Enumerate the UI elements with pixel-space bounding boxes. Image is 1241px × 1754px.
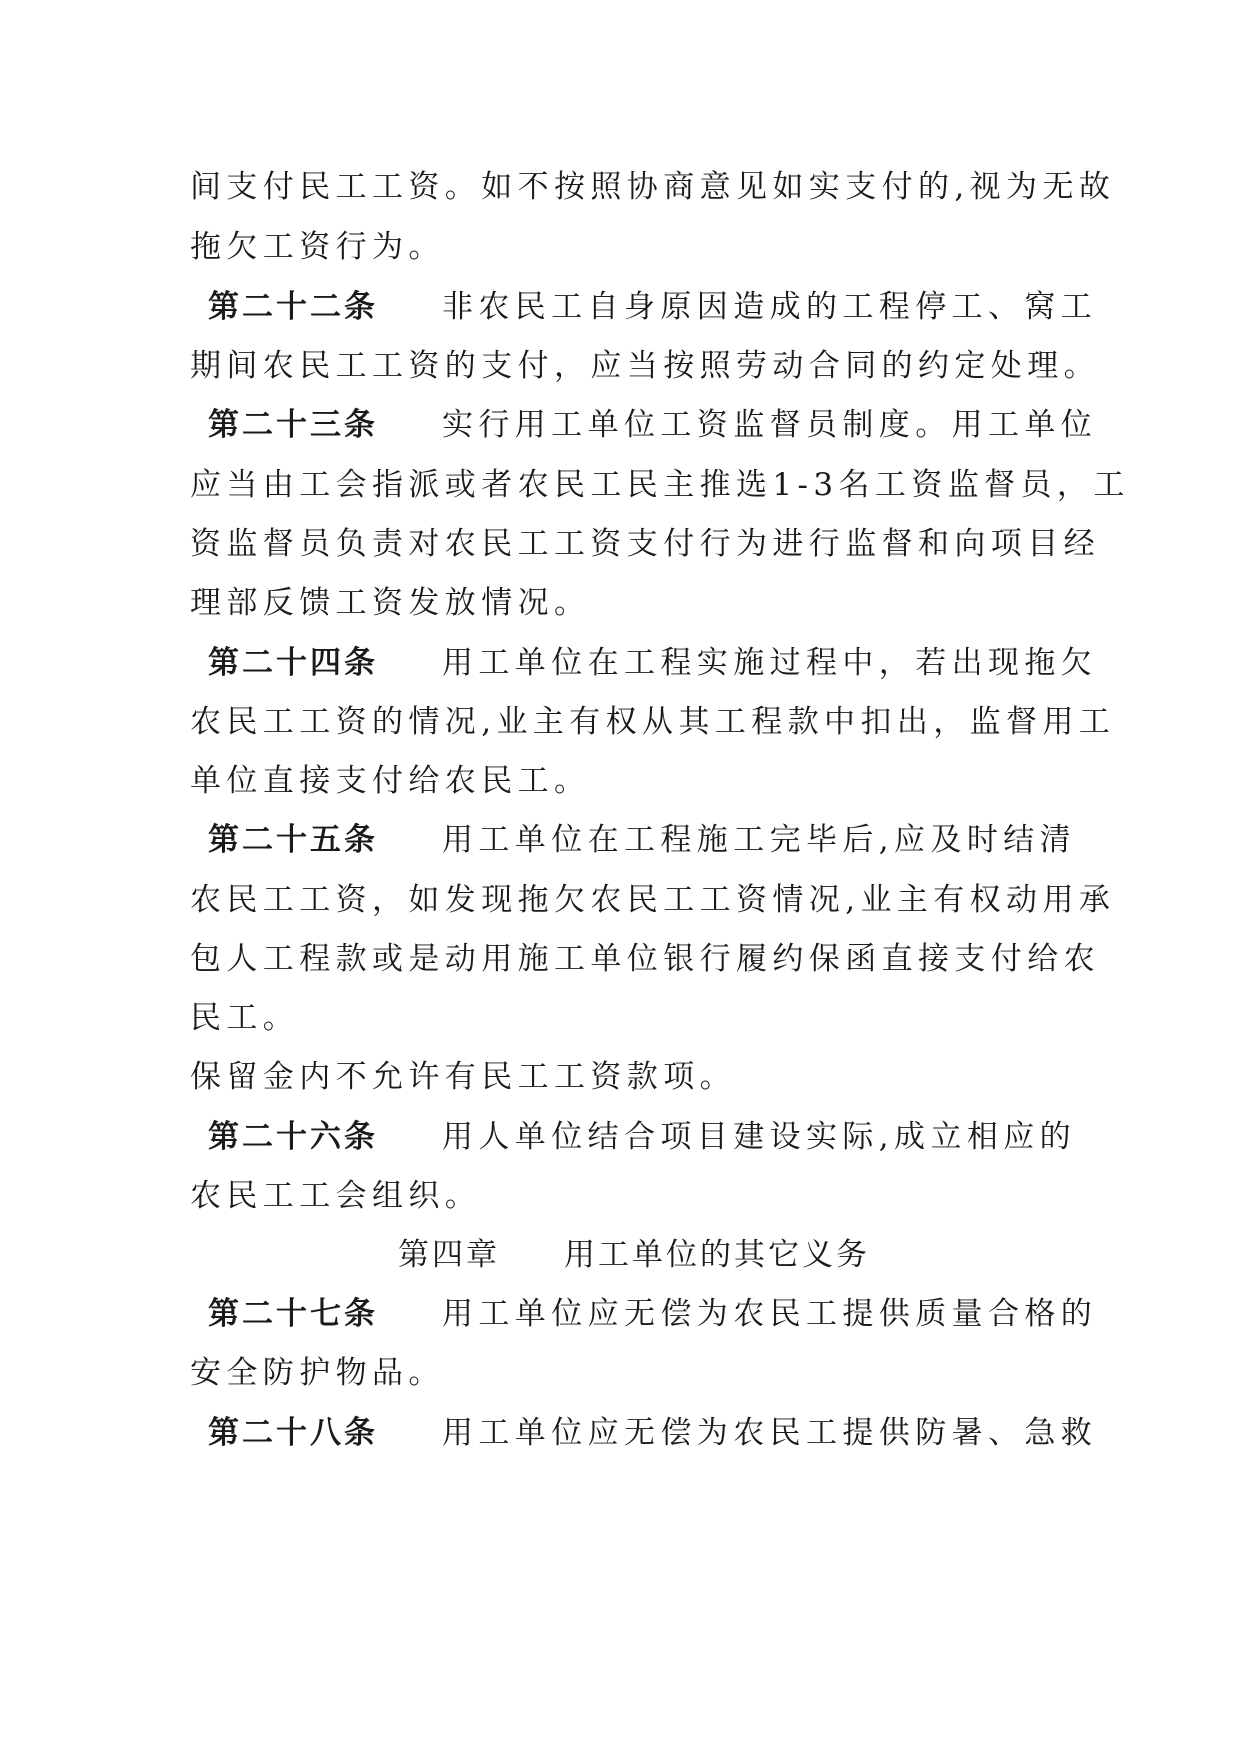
line-text: 资监督员负责对农民工工资支付行为进行监督和向项目经 — [190, 526, 1100, 562]
line-text: 用工单位在工程实施过程中，若出现拖欠 — [442, 645, 1098, 681]
line-text: 用工单位在工程施工完毕后,应及时结清 — [442, 822, 1077, 858]
line-text: 农民工工资的情况,业主有权从其工程款中扣出，监督用工 — [190, 704, 1116, 740]
article-22 — [190, 282, 1098, 332]
article-heading: 第二十八条 — [208, 1415, 378, 1451]
line-text: 间支付民工工资。如不按照协商意见如实支付的,视为无故 — [190, 169, 1116, 205]
text-line — [190, 697, 1116, 747]
article-23 — [190, 400, 1098, 450]
line-text: 拖欠工资行为。 — [190, 229, 445, 265]
line-text: 实行用工单位工资监督员制度。用工单位 — [442, 407, 1098, 443]
line-text: 期间农民工工资的支付，应当按照劳动合同的约定处理。 — [190, 348, 1100, 384]
article-28 — [190, 1408, 1098, 1458]
line-text: 农民工工会组织。 — [190, 1178, 482, 1214]
text-line — [190, 578, 1060, 628]
text-line — [190, 162, 1116, 212]
line-text: 用人单位结合项目建设实际,成立相应的 — [442, 1119, 1077, 1155]
line-text: 应当由工会指派或者农民工民主推选1-3名工资监督员，工 — [190, 467, 1130, 503]
line-text: 包人工程款或是动用施工单位银行履约保函直接支付给农 — [190, 941, 1100, 977]
line-text: 保留金内不允许有民工工资款项。 — [190, 1059, 736, 1095]
text-line — [190, 1348, 1060, 1398]
line-text: 理部反馈工资发放情况。 — [190, 585, 591, 621]
line-text: 非农民工自身原因造成的工程停工、窝工 — [442, 289, 1098, 325]
article-heading: 第二十四条 — [208, 645, 378, 681]
article-27 — [190, 1289, 1098, 1339]
text-line — [190, 222, 1060, 272]
chapter-title: 用工单位的其它义务 — [564, 1237, 870, 1273]
article-heading: 第二十三条 — [208, 407, 378, 443]
line-text: 用工单位应无偿为农民工提供质量合格的 — [442, 1296, 1098, 1332]
article-24 — [190, 638, 1098, 688]
line-text: 单位直接支付给农民工。 — [190, 763, 591, 799]
line-text: 农民工工资，如发现拖欠农民工工资情况,业主有权动用承 — [190, 882, 1116, 918]
text-line — [190, 1171, 1060, 1221]
article-26 — [190, 1112, 1077, 1162]
line-text: 用工单位应无偿为农民工提供防暑、急救 — [442, 1415, 1098, 1451]
line-text: 民工。 — [190, 1000, 300, 1036]
article-heading: 第二十二条 — [208, 289, 378, 325]
article-heading: 第二十六条 — [208, 1119, 378, 1155]
text-line — [190, 993, 1060, 1043]
line-text: 安全防护物品。 — [190, 1355, 445, 1391]
text-line — [190, 756, 1060, 806]
chapter-heading — [398, 1230, 870, 1280]
text-line — [190, 341, 1100, 391]
text-line — [190, 875, 1116, 925]
chapter-number: 第四章 — [398, 1237, 500, 1273]
text-line — [190, 460, 1130, 510]
text-line — [190, 934, 1100, 984]
article-25 — [190, 815, 1077, 865]
text-line — [190, 1052, 1060, 1102]
article-heading: 第二十五条 — [208, 822, 378, 858]
text-line — [190, 519, 1100, 569]
article-heading: 第二十七条 — [208, 1296, 378, 1332]
